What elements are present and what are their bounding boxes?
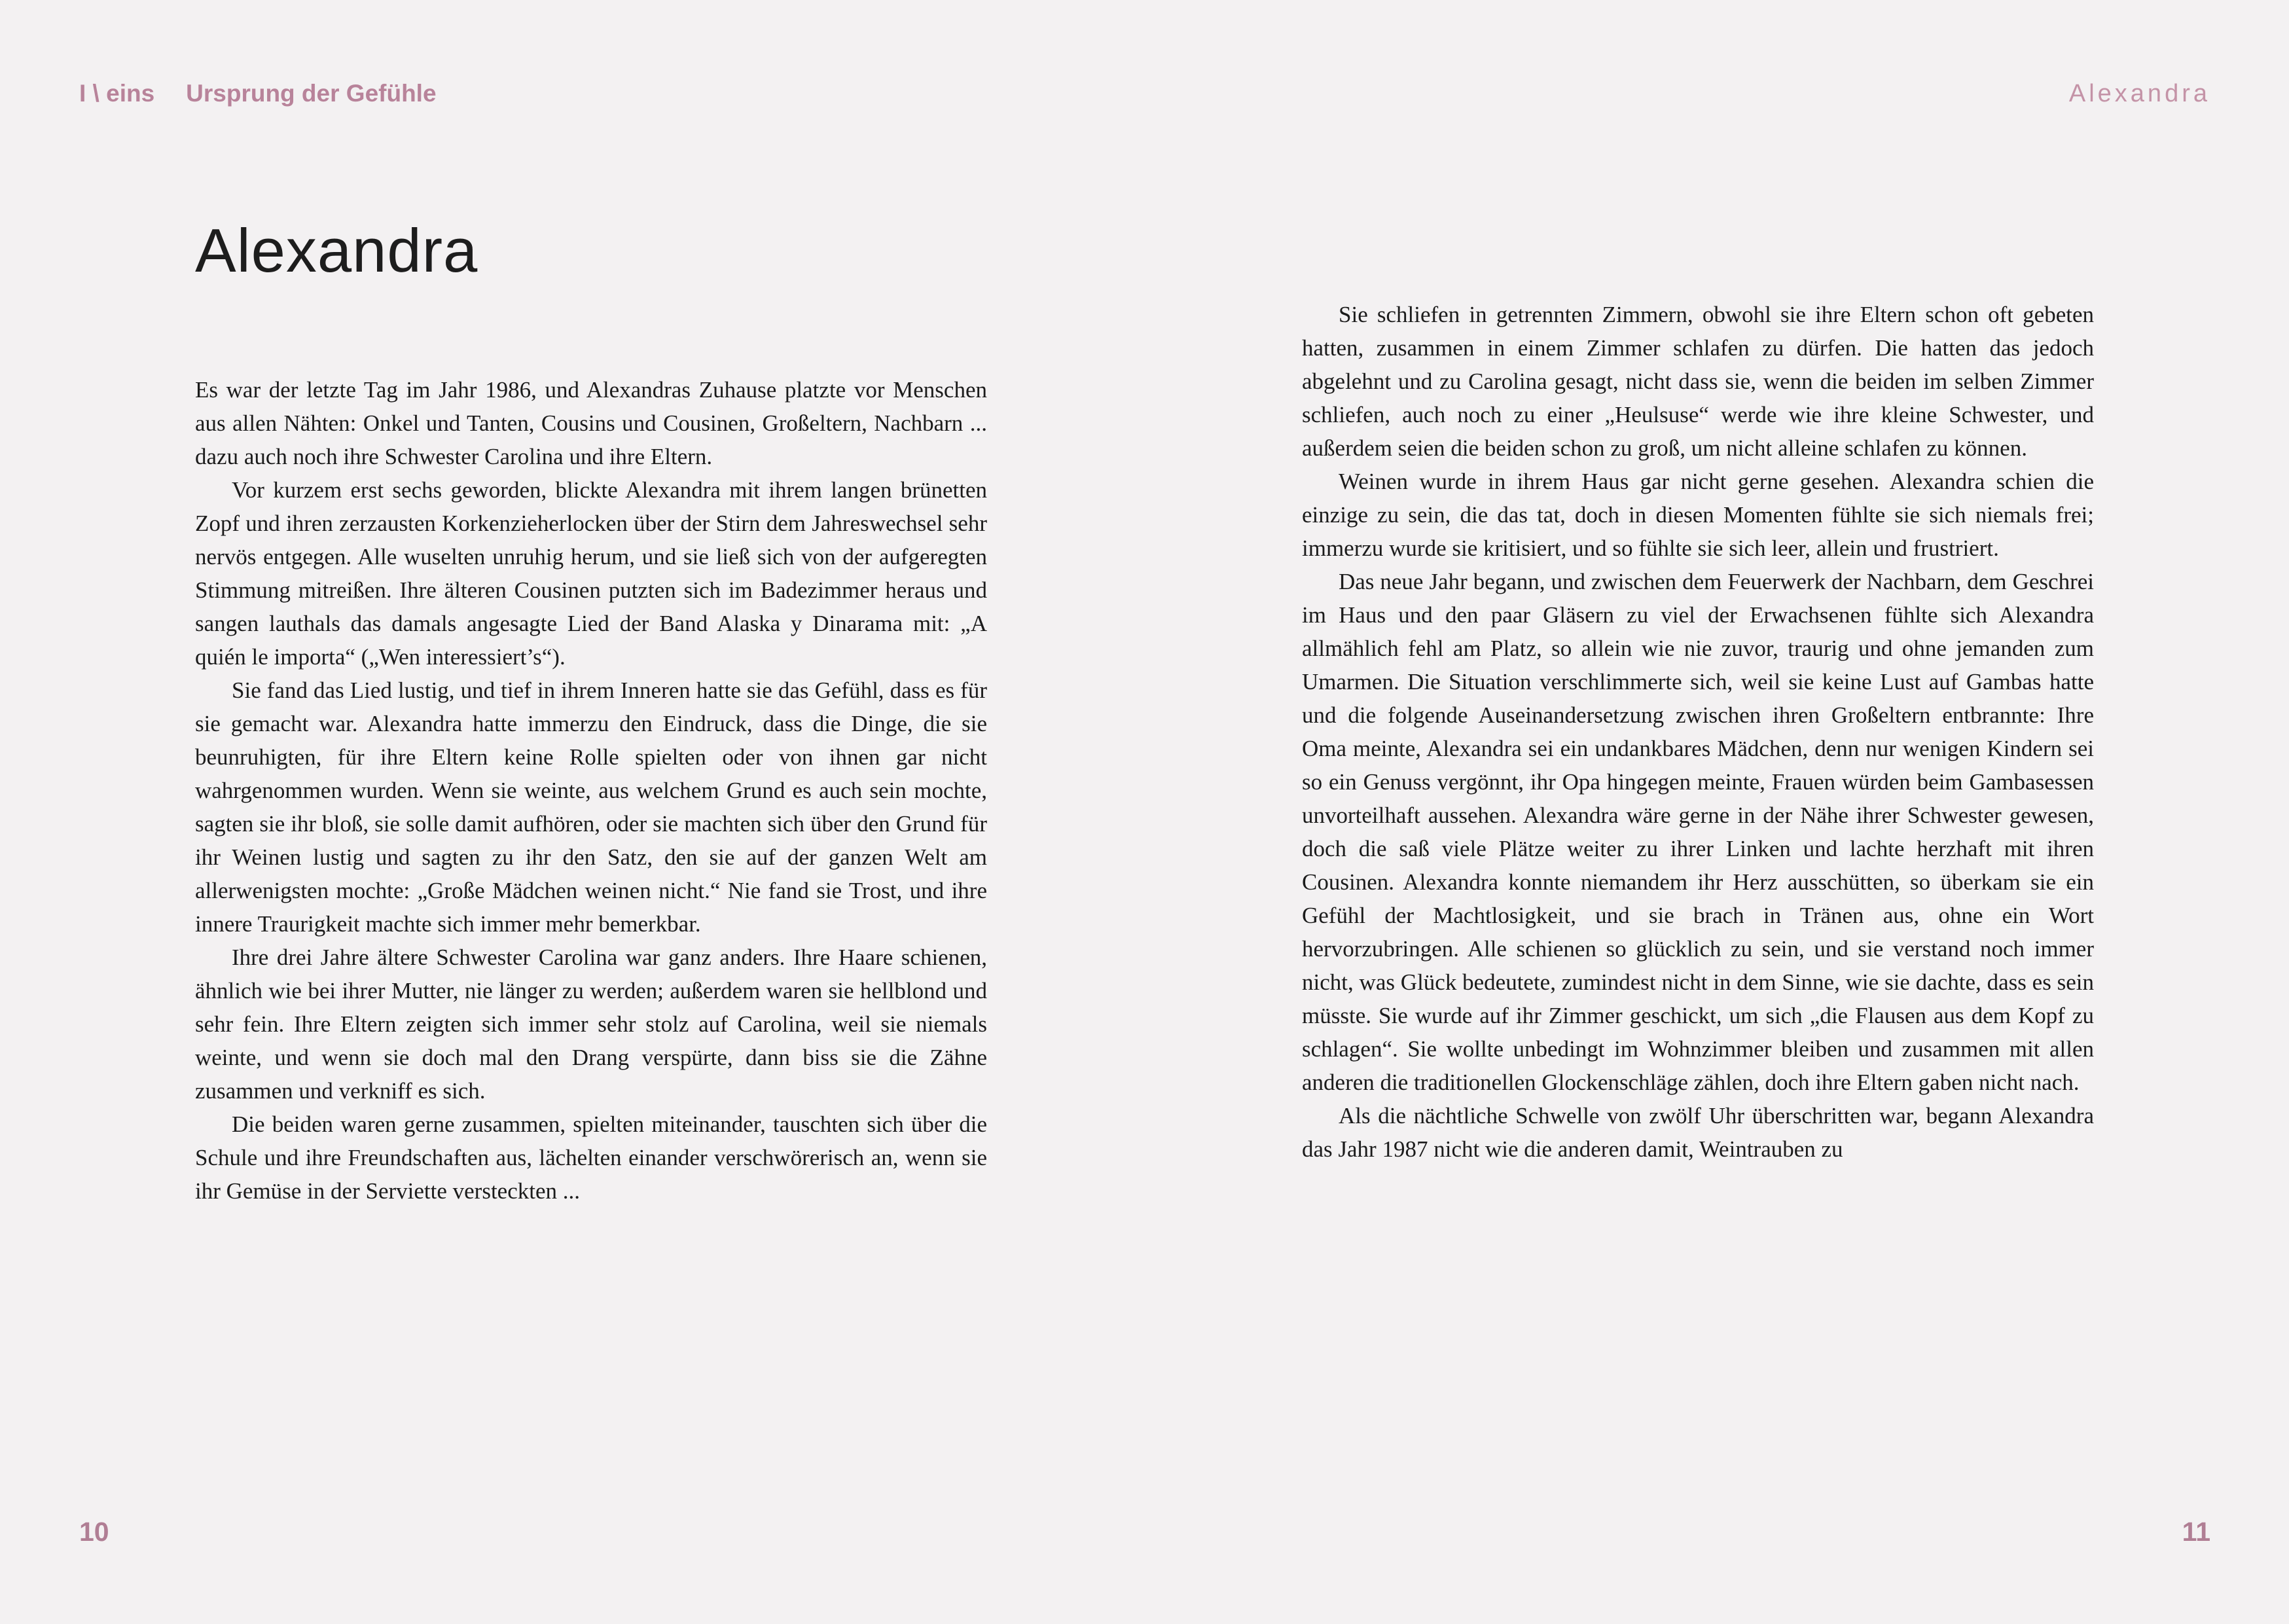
body-paragraph: Sie fand das Lied lustig, und tief in ihrem Inneren hatte sie das Gefühl, dass es für sie gemacht war. Alexandra hatte immerzu den Eindruck, dass die Dinge, die sie beunruhigten, für ihre Eltern keine Rolle spielten oder von ihnen gar nicht wahrgenommen wurden. Wenn sie weinte, aus welchem Grund es auch sein mochte, sagten sie ihr bloß, sie solle damit aufhören, oder sie machten sich über den Grund für ihr Weinen lustig und sagten zu ihr den Satz, den sie auf der ganzen Welt am allerwenigsten mochte: „Große Mädchen weinen nicht.“ Nie fand sie Trost, und ihre innere Traurigkeit machte sich immer mehr bemerkbar.: [195, 677, 987, 937]
body-text-left: [195, 373, 987, 1208]
body-text-right: [1302, 298, 2094, 1166]
body-paragraph: Als die nächtliche Schwelle von zwölf Uhr überschritten war, begann Alexandra das Jahr 1987 nicht wie die anderen damit, Weintrauben zu: [1302, 1103, 2094, 1162]
page-right: [1145, 0, 2289, 1624]
body-paragraph: Ihre drei Jahre ältere Schwester Carolina war ganz anders. Ihre Haare schienen, ähnlich wie bei ihrer Mutter, nie länger zu werden; außerdem waren sie hellblond und sehr fein. Ihre Eltern zeigten sich immer sehr stolz auf Carolina, weil sie niemals weinte, und wenn sie doch mal den Drang verspürte, dann biss sie die Zähne zusammen und verkniff es sich.: [195, 945, 987, 1104]
page-left: [0, 0, 1144, 1624]
body-paragraph: Weinen wurde in ihrem Haus gar nicht gerne gesehen. Alexandra schien die einzige zu sein, die das tat, doch in diesen Momenten fühlte sie sich niemals frei; immerzu wurde sie kritisiert, und so fühlte sie sich leer, allein und frustriert.: [1302, 469, 2094, 561]
chapter-heading: Alexandra: [195, 216, 478, 285]
body-paragraph: Das neue Jahr begann, und zwischen dem Feuerwerk der Nachbarn, dem Geschrei im Haus und den paar Gläsern zu viel der Erwachsenen fühlte sich Alexandra allmählich fehl am Platz, so allein wie nie zuvor, traurig und ohne jemanden zum Umarmen. Die Situation verschlimmerte sich, weil sie keine Lust auf Gambas hatte und die folgende Auseinandersetzung zwischen ihren Großeltern entbrannte: Ihre Oma meinte, Alexandra sei ein undankbares Mädchen, denn nur wenigen Kindern sei so ein Genuss vergönnt, ihr Opa hingegen meinte, Frauen würden beim Gambasessen unvorteilhaft aussehen. Alexandra wäre gerne in der Nähe ihrer Schwester gewesen, doch die saß viele Plätze weiter zu ihrer Linken und lachte herzhaft mit ihren Cousinen. Alexandra konnte niemandem ihr Herz ausschütten, so überkam sie ein Gefühl der Machtlosigkeit, und sie brach in Tränen aus, ohne ein Wort hervorzubringen. Alle schienen so glücklich zu sein, und sie verstand noch immer nicht, was Glück bedeutete, zumindest nicht in dem Sinne, wie sie dachte, dass es sein müsste. Sie wurde auf ihr Zimmer geschickt, um sich „die Flausen aus dem Kopf zu schlagen“. Sie wollte unbedingt im Wohnzimmer bleiben und zusammen mit allen anderen die traditionellen Glockenschläge zählen, doch ihre Eltern gaben nicht nach.: [1302, 569, 2094, 1095]
running-head-right: Alexandra: [2068, 80, 2210, 107]
running-head-left: [79, 81, 437, 105]
body-paragraph: Die beiden waren gerne zusammen, spielten miteinander, tauschten sich über die Schule und ihre Freundschaften aus, lächelten einander verschwörerisch an, wenn sie ihr Gemüse in der Serviette versteckten ...: [195, 1111, 987, 1204]
body-paragraph: Sie schliefen in getrennten Zimmern, obwohl sie ihre Eltern schon oft gebeten hatten, zusammen in einem Zimmer schlafen zu dürfen. Die hatten das jedoch abgelehnt und zu Carolina gesagt, nicht dass sie, wenn die beiden im selben Zimmer schliefen, auch noch zu einer „Heulsuse“ werde wie ihre kleine Schwester, und außerdem seien die beiden schon zu groß, um nicht alleine schlafen zu können.: [1302, 302, 2094, 461]
page-number-right: 11: [2182, 1517, 2210, 1547]
page-number-left: 10: [79, 1517, 109, 1547]
chapter-title: Ursprung der Gefühle: [186, 80, 437, 107]
body-paragraph: Es war der letzte Tag im Jahr 1986, und Alexandras Zuhause platzte vor Menschen aus allen Nähten: Onkel und Tanten, Cousins und Cousinen, Großeltern, Nachbarn ... dazu auch noch ihre Schwester Carolina und ihre Eltern.: [195, 377, 987, 469]
chapter-number: I \ eins: [79, 80, 155, 107]
body-paragraph: Vor kurzem erst sechs geworden, blickte Alexandra mit ihrem langen brünetten Zopf und ihren zerzausten Korkenzieherlocken über der Stirn dem Jahreswechsel sehr nervös entgegen. Alle wuselten unruhig herum, und sie ließ sich von der aufgeregten Stimmung mitreißen. Ihre älteren Cousinen putzten sich im Badezimmer heraus und sangen lauthals das damals angesagte Lied der Band Alaska y Dinarama mit: „A quién le importa“ („Wen interessiert’s“).: [195, 477, 987, 670]
